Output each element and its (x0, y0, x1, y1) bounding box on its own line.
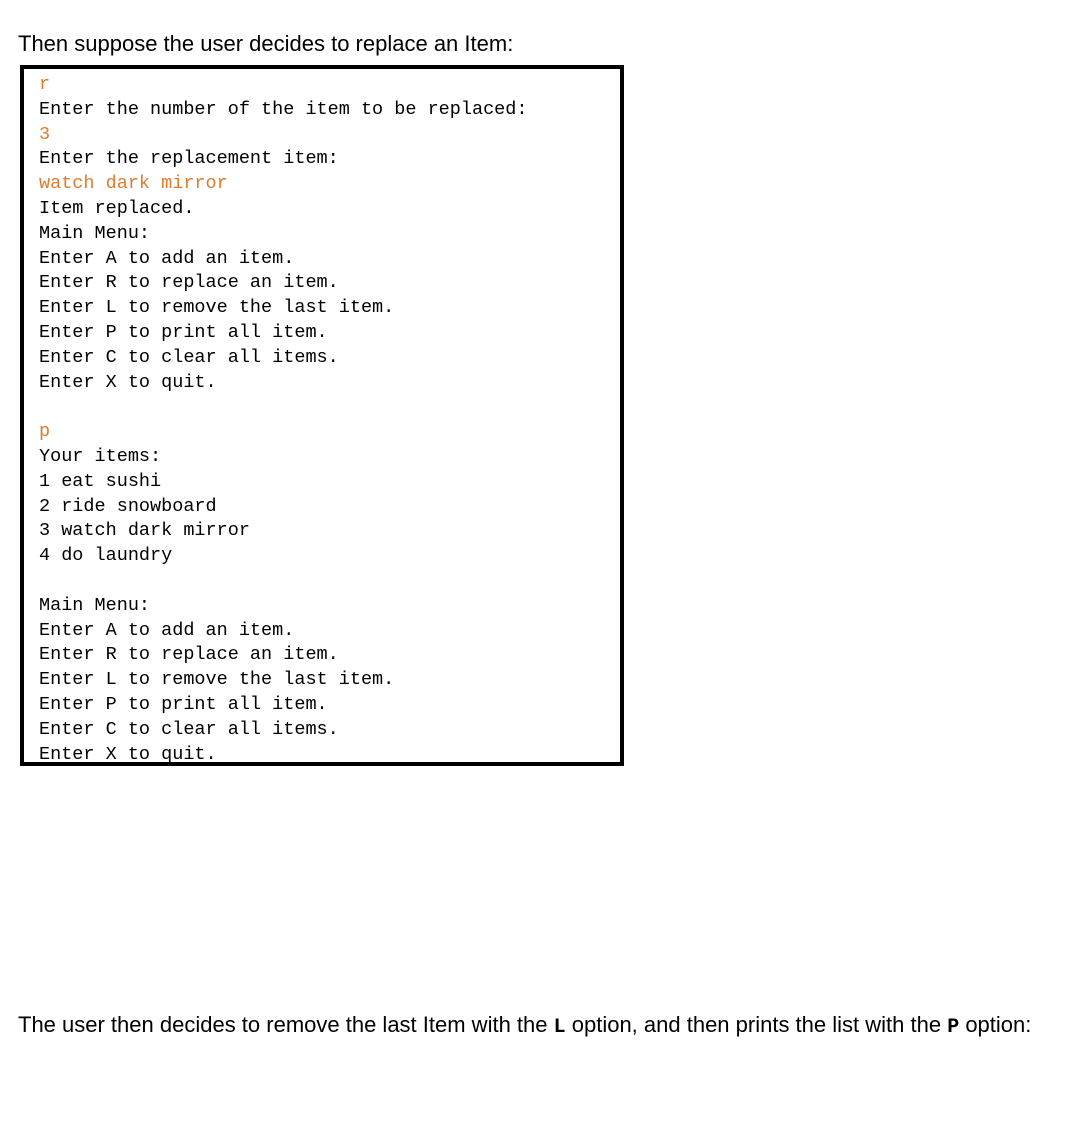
outro-text (18, 1008, 1058, 1044)
console-output-line: Enter C to clear all items. (39, 346, 339, 368)
console-output-line: Enter X to quit. (39, 371, 217, 393)
console-blank-line (39, 569, 527, 594)
console-output-line: Main Menu: (39, 594, 151, 616)
console-output-line: Enter A to add an item. (39, 619, 295, 641)
console-output-line: Item replaced. (39, 197, 195, 219)
console-output-line: 3 watch dark mirror (39, 520, 250, 542)
console-input-line: r (39, 74, 51, 95)
console-output-line: Enter P to print all item. (39, 321, 328, 343)
outro-text-part3: option: (959, 1012, 1032, 1037)
console-input-line: watch dark mirror (39, 173, 228, 195)
console-output-line: Enter X to quit. (39, 743, 217, 765)
console-output-line: Enter C to clear all items. (39, 718, 339, 740)
console-output-line: Enter L to remove the last item. (39, 297, 395, 319)
console-output-line: 4 do laundry (39, 545, 173, 567)
option-letter-p: P (947, 1016, 960, 1039)
console-output-line: Enter R to replace an item. (39, 272, 339, 294)
console-input-line: p (39, 421, 51, 443)
console-lines (39, 73, 527, 767)
console-output-line: Enter P to print all item. (39, 693, 328, 715)
console-output-line: 2 ride snowboard (39, 495, 217, 517)
console-output-line: Enter R to replace an item. (39, 644, 339, 666)
console-output-line: Enter A to add an item. (39, 247, 295, 269)
console-output-line: Enter the number of the item to be replaced: (39, 98, 528, 120)
console-blank-line (39, 395, 527, 420)
console-output-panel (20, 65, 624, 766)
console-output-line: Enter L to remove the last item. (39, 669, 395, 691)
option-letter-l: L (553, 1016, 566, 1039)
outro-text-part2: option, and then prints the list with the (565, 1012, 948, 1037)
intro-text: Then suppose the user decides to replace an Item: (18, 31, 514, 56)
console-output-line: 1 eat sushi (39, 470, 162, 492)
console-output-line: Main Menu: (39, 222, 151, 244)
console-output-line: Your items: (39, 445, 162, 467)
console-output-line: Enter the replacement item: (39, 148, 339, 170)
outro-text-part1: The user then decides to remove the last Item with the (18, 1012, 554, 1037)
console-input-line: 3 (39, 123, 51, 145)
